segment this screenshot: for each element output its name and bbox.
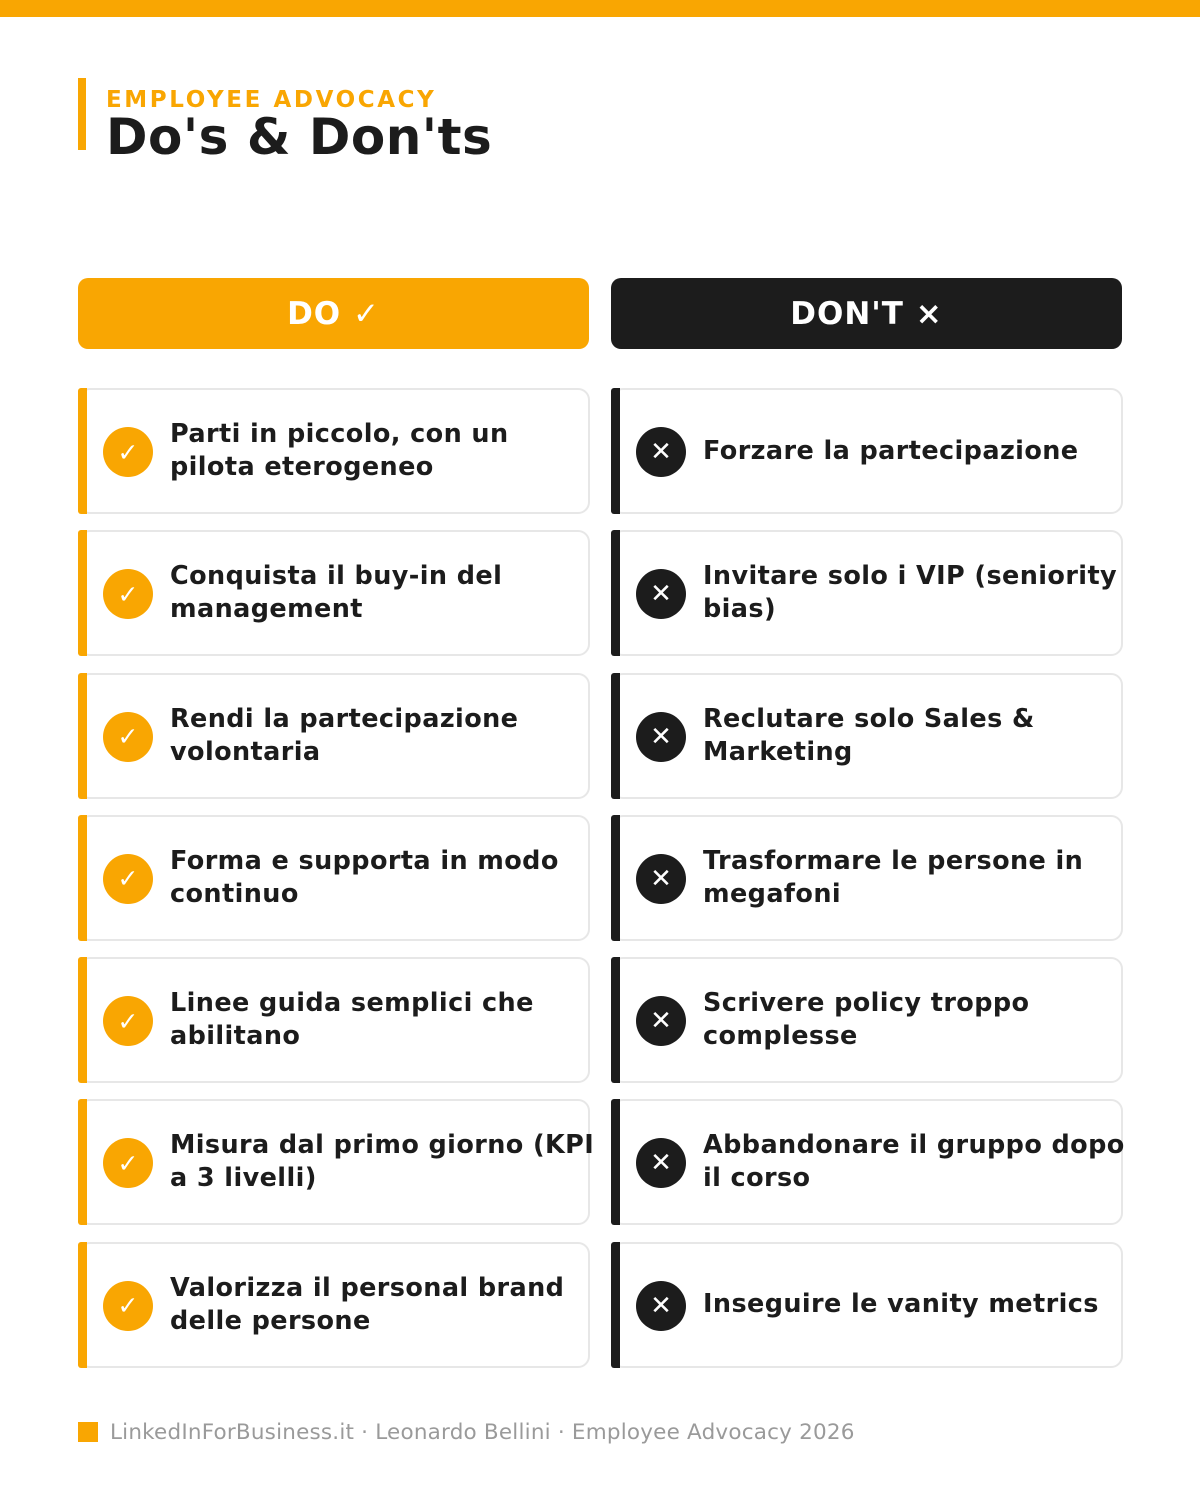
eyebrow-label: EMPLOYEE ADVOCACY — [106, 87, 437, 113]
footer — [78, 1420, 855, 1444]
dont-card — [611, 388, 1123, 514]
check-icon: ✓ — [103, 854, 153, 904]
do-card — [78, 388, 590, 514]
do-card — [78, 1242, 590, 1368]
check-icon: ✓ — [103, 996, 153, 1046]
do-card — [78, 815, 590, 941]
do-item-text: Misura dal primo giorno (KPI a 3 livelli) — [170, 1130, 595, 1194]
do-list — [78, 388, 595, 1384]
footer-square-icon — [78, 1422, 98, 1442]
dont-item-text: Reclutare solo Sales & Marketing — [703, 703, 1035, 767]
do-item-text: Conquista il buy-in del management — [170, 561, 503, 625]
check-icon: ✓ — [103, 427, 153, 477]
do-item-text: Parti in piccolo, con un pilota eterogeneo — [170, 419, 509, 482]
top-accent-bar — [0, 0, 1200, 17]
check-icon: ✓ — [103, 1281, 153, 1331]
cross-icon: ✕ — [636, 1138, 686, 1188]
header-accent-bar — [78, 78, 86, 150]
do-item-text: Forma e supporta in modo continuo — [170, 845, 559, 909]
check-icon: ✓ — [103, 712, 153, 762]
check-icon: ✓ — [103, 1138, 153, 1188]
dont-item-text: Inseguire le vanity metrics — [703, 1289, 1099, 1320]
check-icon: ✓ — [103, 569, 153, 619]
footer-credit: LinkedInForBusiness.it · Leonardo Bellini · Employee Advocacy 2026 — [110, 1419, 855, 1445]
cross-icon: ✕ — [636, 996, 686, 1046]
do-card — [78, 530, 590, 656]
dont-card — [611, 1099, 1123, 1225]
cross-icon: ✕ — [636, 1281, 686, 1331]
dont-card — [611, 673, 1123, 799]
dont-item-text: Scrivere policy troppo complesse — [703, 988, 1030, 1052]
do-item-text: Rendi la partecipazione volontaria — [170, 703, 519, 767]
dont-column-header: DON'T × — [611, 278, 1122, 349]
cross-icon: ✕ — [636, 712, 686, 762]
cross-icon: ✕ — [636, 569, 686, 619]
dont-card — [611, 815, 1123, 941]
dont-card — [611, 530, 1123, 656]
dont-list — [611, 388, 1123, 1384]
dont-item-text: Forzare la partecipazione — [703, 435, 1079, 466]
dont-item-text: Invitare solo i VIP (seniority bias) — [703, 561, 1118, 625]
do-card — [78, 957, 590, 1083]
dont-item-text: Trasformare le persone in megafoni — [703, 845, 1084, 909]
do-item-text: Linee guida semplici che abilitano — [170, 988, 534, 1052]
page-title: Do's & Don'ts — [106, 108, 493, 166]
dont-item-text: Abbandonare il gruppo dopo il corso — [703, 1130, 1125, 1194]
dont-card — [611, 957, 1123, 1083]
cross-icon: ✕ — [636, 427, 686, 477]
do-card — [78, 673, 590, 799]
do-column-header: DO ✓ — [78, 278, 589, 349]
do-item-text: Valorizza il personal brand delle persone — [170, 1272, 565, 1336]
do-card — [78, 1099, 595, 1225]
dont-card — [611, 1242, 1123, 1368]
cross-icon: ✕ — [636, 854, 686, 904]
